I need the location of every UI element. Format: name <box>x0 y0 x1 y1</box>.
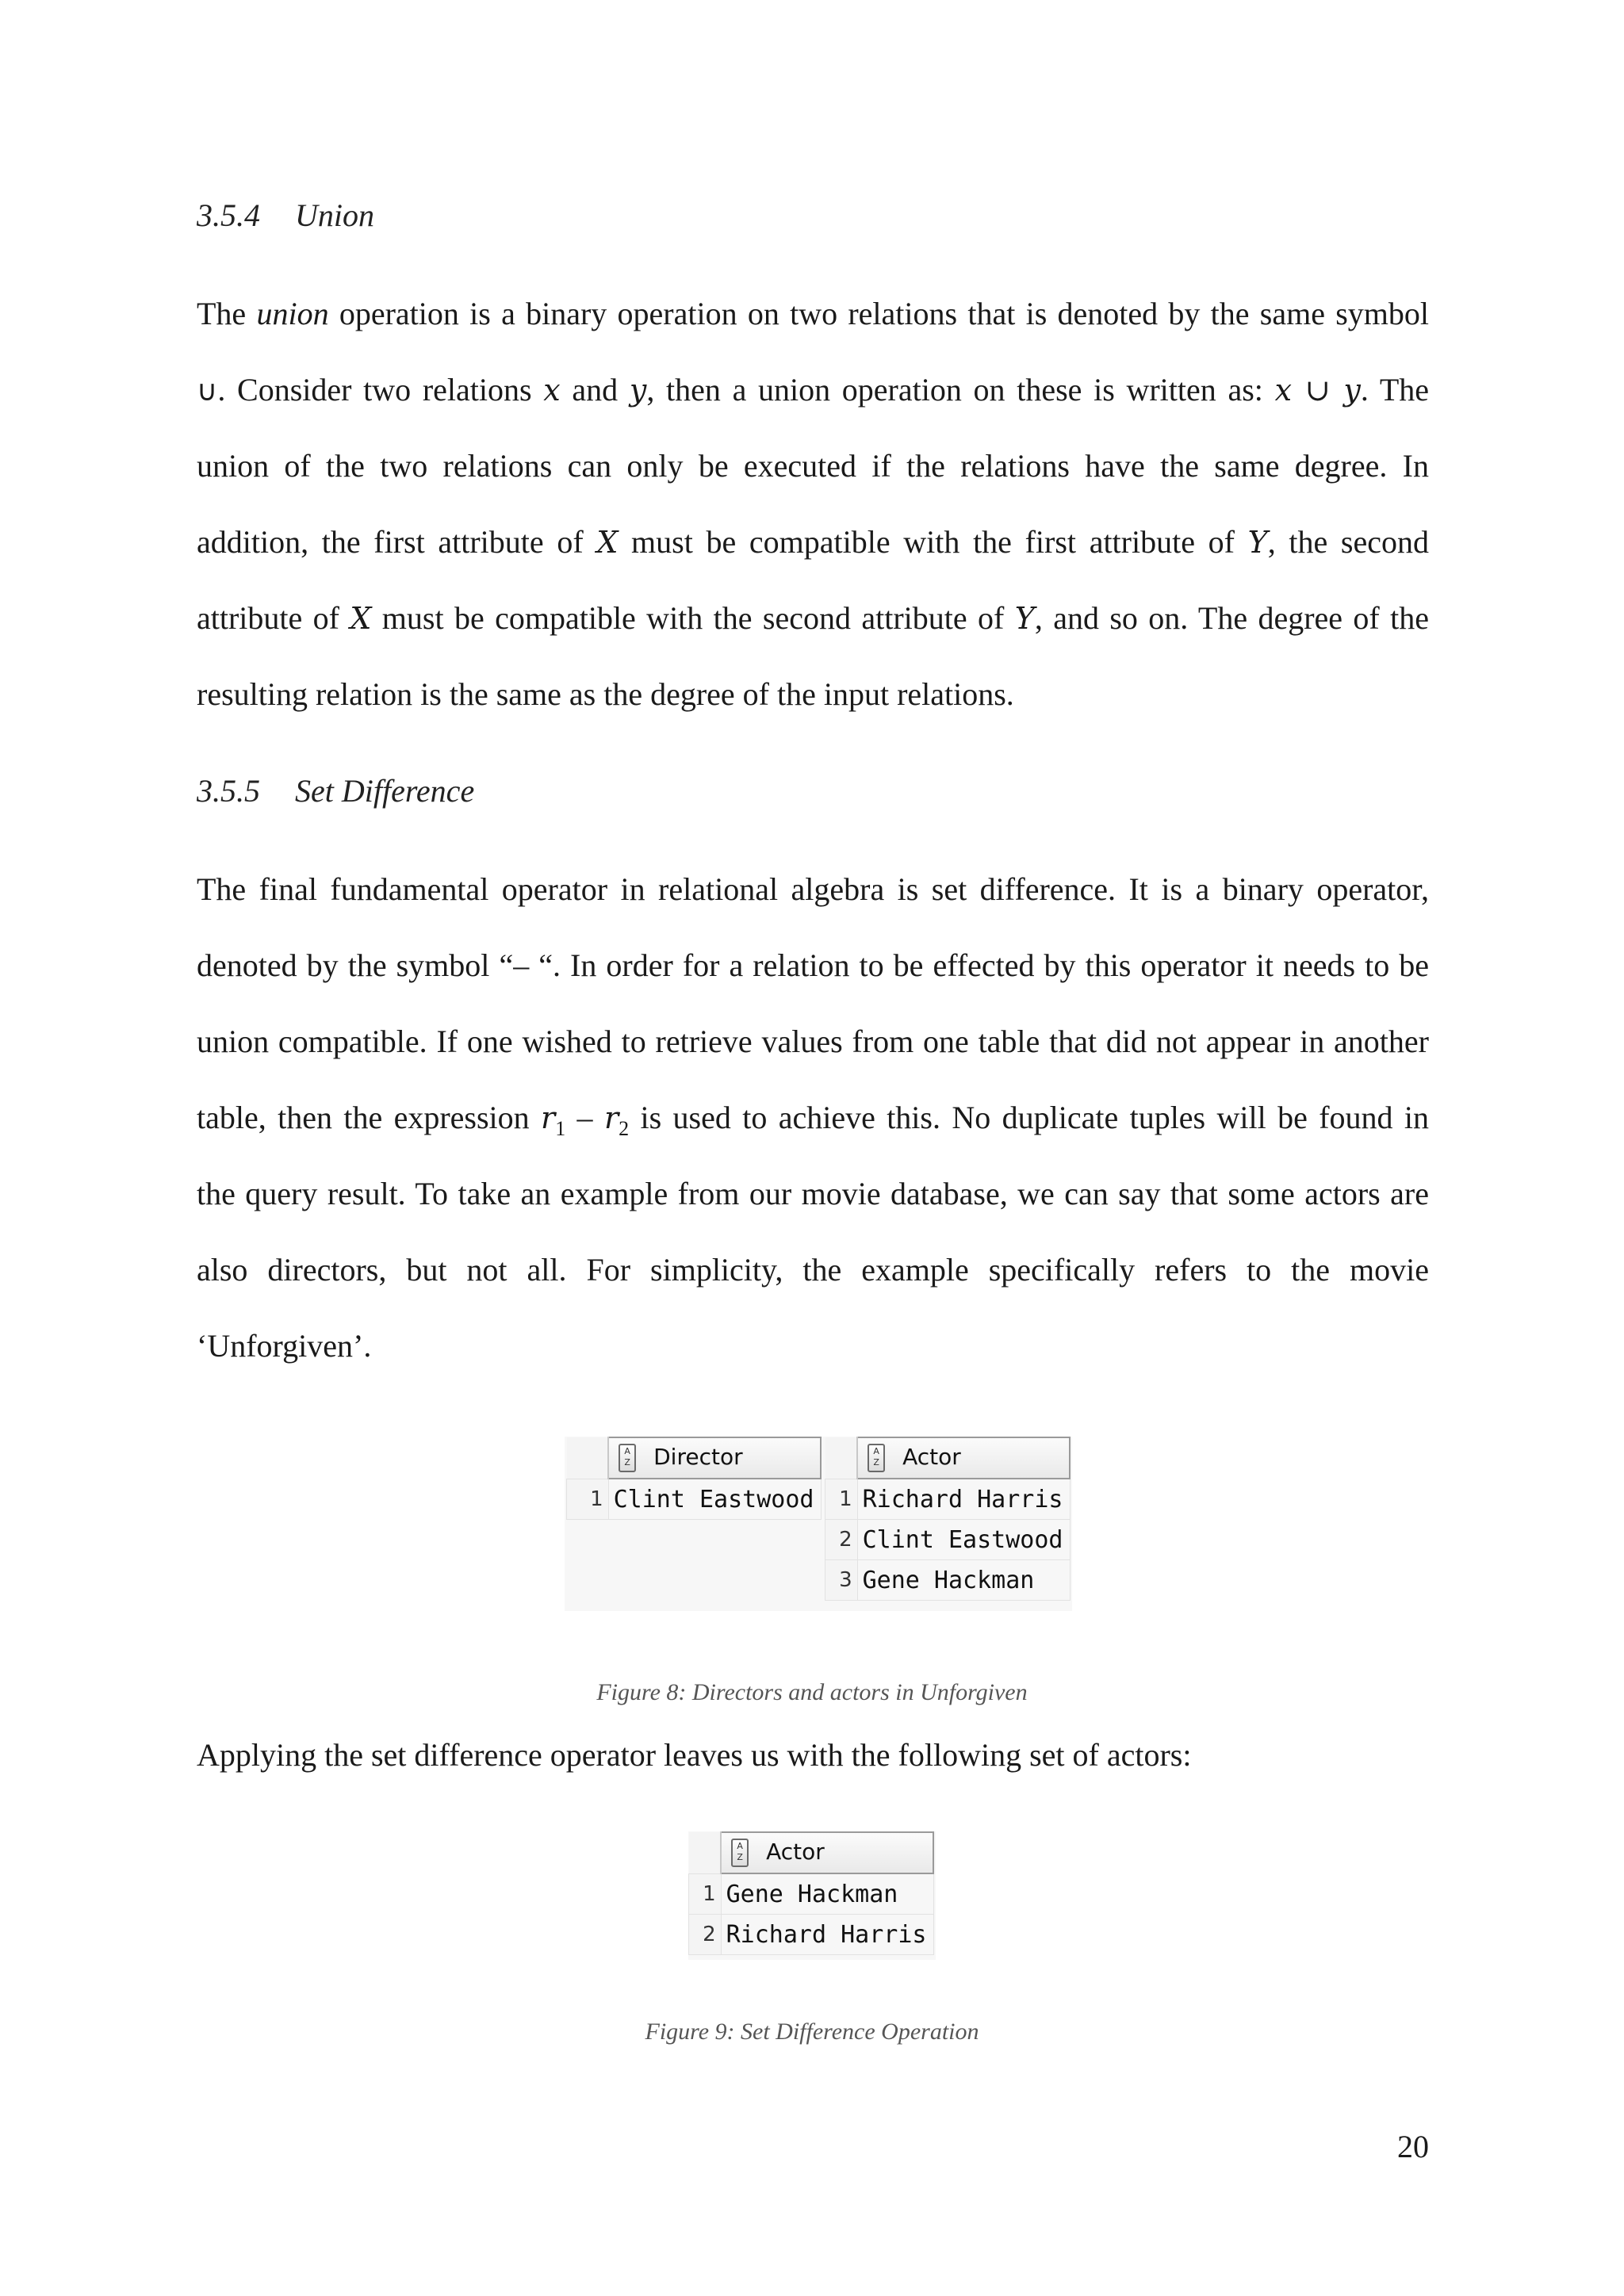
row-number: 2 <box>825 1520 858 1560</box>
actor-cell[interactable]: Clint Eastwood <box>857 1520 1070 1560</box>
text-run: The <box>197 296 257 331</box>
figure-8-caption: Figure 8: Directors and actors in Unforgiven <box>596 1679 1028 1705</box>
text-run: union of the two relations can only be executed if the relations have the same degree. In <box>197 448 1429 484</box>
minus-symbol: – <box>565 1100 604 1135</box>
paragraph-line <box>197 1156 1429 1232</box>
paragraph-line <box>197 1308 1429 1384</box>
section-number: 3.5.4 <box>197 197 260 233</box>
text-run: , then a union operation on these is written as: <box>646 372 1275 408</box>
text-run: must be compatible with the second attribute of <box>371 600 1015 636</box>
paragraph-line <box>197 428 1429 504</box>
text-run: union compatible. If one wished to retrieve values from one table that did not appear in another <box>197 1024 1429 1059</box>
paragraph-line <box>197 276 1429 352</box>
union-paragraph <box>197 276 1429 733</box>
column-header-label: Actor <box>902 1444 961 1470</box>
paragraph-line <box>197 928 1429 1004</box>
text-run: the query result. To take an example from our movie database, we can say that some actors are <box>197 1176 1429 1211</box>
text-run: , the second <box>1267 524 1429 560</box>
column-type-icon <box>619 1444 636 1472</box>
math-var: X <box>596 525 619 560</box>
paragraph-line <box>197 656 1429 733</box>
math-subscript: 2 <box>619 1117 630 1140</box>
text-run: . The <box>1360 372 1430 408</box>
text-run: operation is a binary operation on two relations that is denoted by the same symbol <box>328 296 1430 331</box>
director-column-header[interactable] <box>608 1437 821 1479</box>
text-run: attribute of <box>197 600 350 636</box>
text-run: is used to achieve this. No duplicate tuples will be found in <box>629 1100 1430 1135</box>
applying-paragraph <box>197 1717 1429 1793</box>
director-result-grid <box>566 1437 822 1520</box>
emphasis-term: union <box>256 296 329 331</box>
text-run: resulting relation is the same as the degree of the input relations. <box>197 676 1014 712</box>
row-number: 3 <box>825 1560 858 1601</box>
section-title: Set Difference <box>295 773 475 809</box>
table-row <box>689 1915 934 1955</box>
row-number-header <box>567 1437 609 1479</box>
math-var: r <box>541 1100 556 1135</box>
math-var: y <box>629 373 647 408</box>
table-row <box>825 1479 1071 1520</box>
paragraph-line <box>197 1080 1429 1156</box>
actor-cell[interactable]: Richard Harris <box>857 1479 1070 1520</box>
math-var: x <box>543 373 561 408</box>
text-run: and <box>560 372 630 408</box>
math-var: Y <box>1247 525 1268 560</box>
text-run: table, then the expression <box>197 1100 542 1135</box>
table-row <box>825 1560 1071 1601</box>
set-difference-result-grid <box>688 1831 934 1955</box>
actor-column-header[interactable] <box>857 1437 1070 1479</box>
row-number: 2 <box>689 1915 722 1955</box>
union-symbol: ∪ <box>197 375 218 408</box>
table-row <box>825 1520 1071 1560</box>
section-title: Union <box>295 197 374 233</box>
director-cell[interactable]: Clint Eastwood <box>608 1479 821 1520</box>
text-run: , and so on. The degree of the <box>1034 600 1429 636</box>
text-run: . Consider two relations <box>217 372 544 408</box>
page-number: 20 <box>1397 2129 1429 2164</box>
row-number: 1 <box>689 1873 722 1915</box>
text-run: addition, the first attribute of <box>197 524 597 560</box>
actor-column-header[interactable] <box>721 1832 933 1873</box>
actor-cell[interactable]: Gene Hackman <box>857 1560 1070 1601</box>
text-run: must be compatible with the first attribute of <box>618 524 1248 560</box>
row-number: 1 <box>567 1479 609 1520</box>
section-number: 3.5.5 <box>197 773 260 809</box>
text-run: also directors, but not all. For simplicity, the example specifically refers to the movie <box>197 1252 1429 1288</box>
text-run: Applying the set difference operator leaves us with the following set of actors: <box>197 1737 1192 1773</box>
row-number: 1 <box>825 1479 858 1520</box>
section-heading-union <box>197 197 374 235</box>
paragraph-line <box>197 352 1429 428</box>
math-var: Y <box>1014 601 1035 636</box>
set-difference-paragraph <box>197 851 1429 1384</box>
table-row <box>567 1479 822 1520</box>
paragraph-line <box>197 1004 1429 1080</box>
section-heading-set-difference <box>197 772 474 810</box>
actor-cell[interactable]: Gene Hackman <box>721 1873 933 1915</box>
figure-9-caption: Figure 9: Set Difference Operation <box>645 2019 979 2045</box>
text-run: ‘Unforgiven’. <box>197 1328 372 1364</box>
column-header-label: Director <box>653 1444 743 1470</box>
paragraph-line <box>197 1717 1429 1793</box>
text-run: The final fundamental operator in relational algebra is set difference. It is a binary operator, <box>197 871 1429 907</box>
row-number-header <box>825 1437 858 1479</box>
paragraph-line <box>197 1232 1429 1308</box>
column-type-icon <box>731 1839 749 1867</box>
column-type-icon <box>868 1444 885 1472</box>
text-run: denoted by the symbol “– “. In order for a relation to be effected by this operator it needs to be <box>197 947 1429 983</box>
table-row <box>689 1873 934 1915</box>
row-number-header <box>689 1832 722 1873</box>
math-expression: x ∪ y <box>1274 373 1361 408</box>
paragraph-line <box>197 504 1429 580</box>
actor-cell[interactable]: Richard Harris <box>721 1915 933 1955</box>
paragraph-line <box>197 851 1429 928</box>
math-subscript: 1 <box>555 1117 566 1140</box>
column-header-label: Actor <box>766 1839 825 1865</box>
math-var: r <box>603 1100 619 1135</box>
paragraph-line <box>197 580 1429 656</box>
math-var: X <box>350 601 372 636</box>
actor-result-grid <box>825 1437 1071 1601</box>
